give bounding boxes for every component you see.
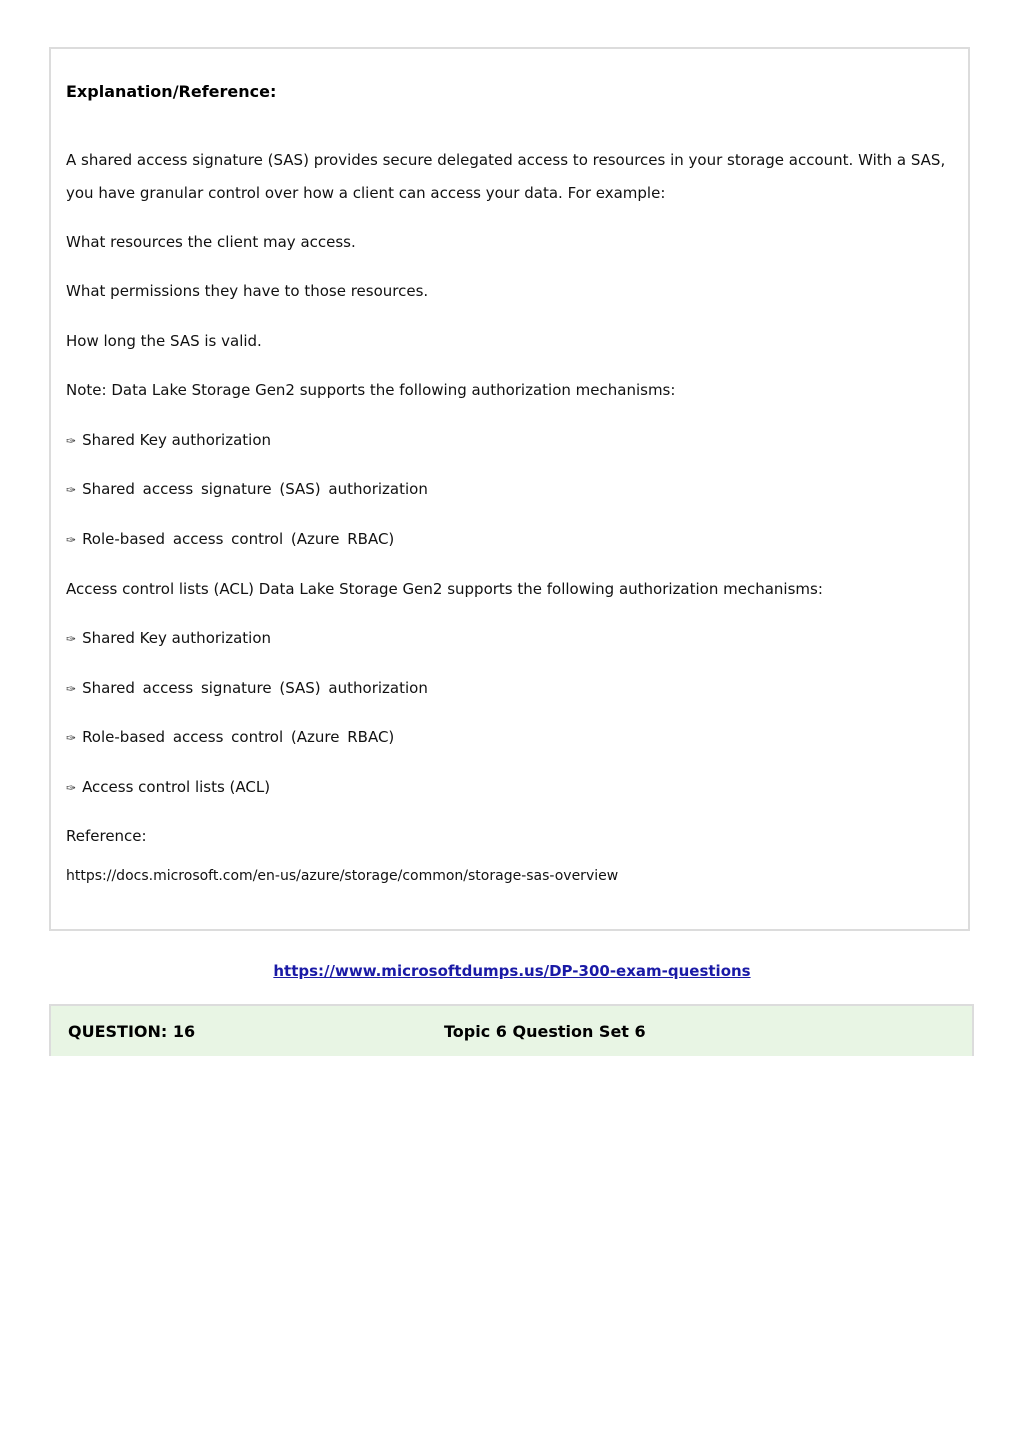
list-item xyxy=(66,430,271,451)
question-header-bar xyxy=(49,1004,974,1056)
point-resources: What resources the client may access. xyxy=(66,233,356,251)
list-item xyxy=(66,678,428,699)
reference-label: Reference: xyxy=(66,827,147,845)
bullet-text: Role-based access control (Azure RBAC) xyxy=(82,530,395,548)
question-number: QUESTION: 16 xyxy=(68,1022,196,1041)
pen-bullet-icon: ✑ xyxy=(66,781,77,795)
intro-text-line2: you have granular control over how a client can access your data. For example: xyxy=(66,184,666,202)
intro-text-line1: A shared access signature (SAS) provides secure delegated access to resources in your storage account. With a SAS, xyxy=(66,151,946,169)
list-item xyxy=(66,479,428,500)
note-text: Note: Data Lake Storage Gen2 supports the following authorization mechanisms: xyxy=(66,381,676,399)
exam-questions-link[interactable]: https://www.microsoftdumps.us/DP-300-exam-questions xyxy=(273,962,751,980)
explanation-heading: Explanation/Reference: xyxy=(66,82,277,101)
list-item xyxy=(66,628,271,649)
footer-link-row xyxy=(0,961,1024,981)
pen-bullet-icon: ✑ xyxy=(66,434,77,448)
acl-intro-text: Access control lists (ACL) Data Lake Storage Gen2 supports the following authorization mechanisms: xyxy=(66,580,823,598)
reference-url[interactable]: https://docs.microsoft.com/en-us/azure/storage/common/storage-sas-overview xyxy=(66,868,619,884)
list-item xyxy=(66,777,270,798)
bullet-text: Shared Key authorization xyxy=(82,629,271,647)
point-validity: How long the SAS is valid. xyxy=(66,332,262,350)
bullet-text: Access control lists (ACL) xyxy=(82,778,271,796)
pen-bullet-icon: ✑ xyxy=(66,731,77,745)
bullet-text: Shared access signature (SAS) authorization xyxy=(82,480,428,498)
bullet-text: Shared Key authorization xyxy=(82,431,271,449)
list-item xyxy=(66,727,394,748)
pen-bullet-icon: ✑ xyxy=(66,682,77,696)
pen-bullet-icon: ✑ xyxy=(66,632,77,646)
question-topic: Topic 6 Question Set 6 xyxy=(444,1022,646,1041)
list-item xyxy=(66,529,394,550)
point-permissions: What permissions they have to those resources. xyxy=(66,282,429,300)
pen-bullet-icon: ✑ xyxy=(66,533,77,547)
bullet-text: Role-based access control (Azure RBAC) xyxy=(82,728,395,746)
explanation-box xyxy=(49,47,970,931)
bullet-text: Shared access signature (SAS) authorization xyxy=(82,679,428,697)
pen-bullet-icon: ✑ xyxy=(66,483,77,497)
